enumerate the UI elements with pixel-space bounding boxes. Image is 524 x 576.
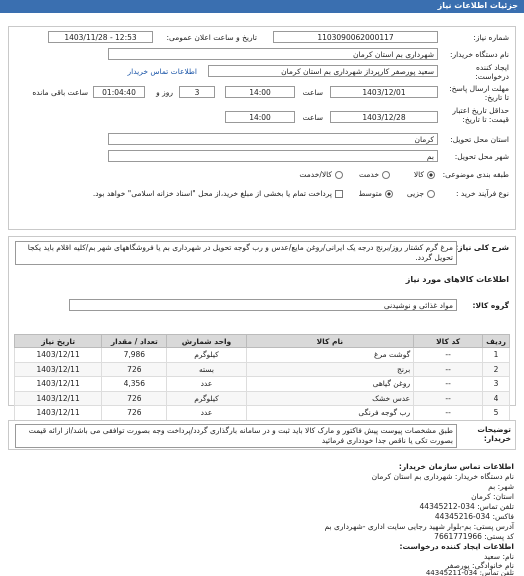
cell-row: 2 <box>483 362 510 377</box>
category-option-goods-service[interactable]: کالا/خدمت <box>299 170 343 179</box>
announce-label: تاریخ و ساعت اعلان عمومی: <box>166 33 257 42</box>
table-row[interactable] <box>15 348 510 363</box>
category-option-goods[interactable]: کالا <box>414 170 435 179</box>
cell-qty: 726 <box>102 406 167 421</box>
need-number-label: شماره نیاز: <box>473 33 509 42</box>
goods-table <box>14 334 510 421</box>
creator-contact-title: اطلاعات ایجاد کننده درخواست: <box>399 542 514 551</box>
deadline-label: مهلت ارسال پاسخ: تا تاریخ: <box>449 84 509 102</box>
remaining-label: ساعت باقی مانده <box>32 88 88 97</box>
col-date: تاریخ نیاز <box>15 335 102 348</box>
cell-unit: عدد <box>167 377 246 392</box>
category-label: طبقه بندی موضوعی: <box>442 170 509 179</box>
col-row: ردیف <box>483 335 510 348</box>
process-option-minor[interactable]: جزیی <box>407 189 435 198</box>
buyer-contact-link[interactable]: اطلاعات تماس خریدار <box>127 67 197 76</box>
days-label: روز و <box>156 88 173 97</box>
org-postal-code: کد پستی: 7661771966 <box>434 532 514 541</box>
col-code: کد کالا <box>414 335 483 348</box>
radio-icon[interactable] <box>385 190 393 198</box>
description-label: شرح کلی نیاز: <box>455 243 509 252</box>
org-province: استان: کرمان <box>471 492 514 501</box>
org-city: شهر: بم <box>488 482 514 491</box>
creator-first-name: نام: سعید <box>483 552 514 561</box>
cell-name: برنج <box>246 362 414 377</box>
validity-label: حداقل تاریخ اعتبار قیمت: تا تاریخ: <box>452 106 509 124</box>
deadline-date-field[interactable]: 1403/12/01 <box>330 86 438 98</box>
goods-group-field[interactable]: مواد غذائی و نوشیدنی <box>69 299 457 311</box>
province-field[interactable]: کرمان <box>108 133 438 145</box>
cell-date: 1403/12/11 <box>15 406 102 421</box>
cell-row: 4 <box>483 391 510 406</box>
remaining-time-field: 01:04:40 <box>93 86 145 98</box>
city-label: شهر محل تحویل: <box>454 152 509 161</box>
need-details-panel <box>8 26 516 230</box>
buyer-field[interactable]: شهرداری بم استان کرمان <box>108 48 438 60</box>
cell-unit: کیلوگرم <box>167 391 246 406</box>
validity-date-field[interactable]: 1403/12/28 <box>330 111 438 123</box>
org-contact-title: اطلاعات تماس سازمان خریدار: <box>398 462 514 471</box>
cell-unit: عدد <box>167 406 246 421</box>
goods-table-header <box>15 335 510 348</box>
cell-code: -- <box>414 348 483 363</box>
table-row[interactable] <box>15 406 510 421</box>
buyer-notes-panel <box>8 420 516 450</box>
process-option-medium[interactable]: متوسط <box>358 189 393 198</box>
col-qty: تعداد / مقدار <box>102 335 167 348</box>
cell-name: رب گوجه فرنگی <box>246 406 414 421</box>
table-row[interactable] <box>15 391 510 406</box>
cell-date: 1403/12/11 <box>15 348 102 363</box>
page-title: جزئیات اطلاعات نیاز <box>437 1 518 10</box>
announce-field[interactable]: 1403/11/28 - 12:53 <box>48 31 153 43</box>
buyer-notes-field[interactable]: طبق مشخصات پیوست پیش فاکتور و مارک کالا باید ثبت و در سامانه بارگذاری گردد/پرداخت وجه بصورت توافقی می باشد/از ارائه قیمت بصورت تکی یا ناقص جدا خودداری فرمائید <box>15 424 457 448</box>
table-row[interactable] <box>15 362 510 377</box>
org-fax: فاکس: 034-44345216 <box>434 512 514 521</box>
org-name: نام دستگاه خریدار: شهرداری بم استان کرمان <box>371 472 514 481</box>
org-phone: تلفن تماس: 034-44345212 <box>419 502 514 511</box>
creator-phone: تلفن تماس: 034-44345211 <box>425 569 514 576</box>
cell-code: -- <box>414 406 483 421</box>
deadline-time-label: ساعت <box>302 88 323 97</box>
description-field[interactable]: مرغ گرم کشتار روز/برنج درجه یک ایرانی/روغن مایع/عدس و رب گوجه تحویل در شهرداری بم یا فروشگاههای شهر بم/کلیه اقلام باید یکجا تحویل گردد. <box>15 241 457 265</box>
goods-section-title: اطلاعات کالاهای مورد نیاز <box>405 275 509 284</box>
radio-icon[interactable] <box>427 171 435 179</box>
days-remaining-field: 3 <box>179 86 215 98</box>
buyer-notes-label: توضیحات خریدار: <box>477 425 511 443</box>
col-unit: واحد شمارش <box>167 335 246 348</box>
radio-icon[interactable] <box>427 190 435 198</box>
checkbox-icon[interactable] <box>335 190 343 198</box>
cell-name: گوشت مرغ <box>246 348 414 363</box>
deadline-time-field[interactable]: 14:00 <box>225 86 295 98</box>
validity-time-label: ساعت <box>302 113 323 122</box>
cell-name: عدس خشک <box>246 391 414 406</box>
cell-date: 1403/12/11 <box>15 377 102 392</box>
cell-qty: 726 <box>102 362 167 377</box>
cell-unit: بسته <box>167 362 246 377</box>
cell-date: 1403/12/11 <box>15 391 102 406</box>
cell-unit: کیلوگرم <box>167 348 246 363</box>
cell-name: روغن گیاهی <box>246 377 414 392</box>
cell-qty: 726 <box>102 391 167 406</box>
goods-group-label: گروه کالا: <box>472 301 509 310</box>
category-option-service[interactable]: خدمت <box>359 170 390 179</box>
need-number-field[interactable]: 1103090062000117 <box>273 31 438 43</box>
buyer-label: نام دستگاه خریدار: <box>449 50 509 59</box>
cell-code: -- <box>414 362 483 377</box>
page-header <box>0 0 524 13</box>
cell-code: -- <box>414 377 483 392</box>
cell-qty: 4,356 <box>102 377 167 392</box>
cell-row: 1 <box>483 348 510 363</box>
city-field[interactable]: بم <box>108 150 438 162</box>
creator-last-name: نام خانوادگی: پورصفر <box>445 561 514 570</box>
creator-field[interactable]: سعید پورصفر کارپرداز شهرداری بم استان کرمان <box>208 65 438 77</box>
cell-row: 5 <box>483 406 510 421</box>
cell-qty: 7,986 <box>102 348 167 363</box>
radio-icon[interactable] <box>382 171 390 179</box>
col-name: نام کالا <box>246 335 414 348</box>
cell-row: 3 <box>483 377 510 392</box>
cell-code: -- <box>414 391 483 406</box>
radio-icon[interactable] <box>335 171 343 179</box>
treasury-payment-checkbox[interactable]: پرداخت تمام یا بخشی از مبلغ خرید،از محل "اسناد خزانه اسلامی" خواهد بود. <box>93 189 343 198</box>
org-address: آدرس پستی: بم-بلوار شهید رجایی سایت اداری -شهرداری بم <box>324 522 514 531</box>
process-label: نوع فرآیند خرید : <box>455 189 509 198</box>
creator-label: ایجاد کننده درخواست: <box>475 63 509 81</box>
province-label: استان محل تحویل: <box>450 135 509 144</box>
table-row[interactable] <box>15 377 510 392</box>
validity-time-field[interactable]: 14:00 <box>225 111 295 123</box>
cell-date: 1403/12/11 <box>15 362 102 377</box>
